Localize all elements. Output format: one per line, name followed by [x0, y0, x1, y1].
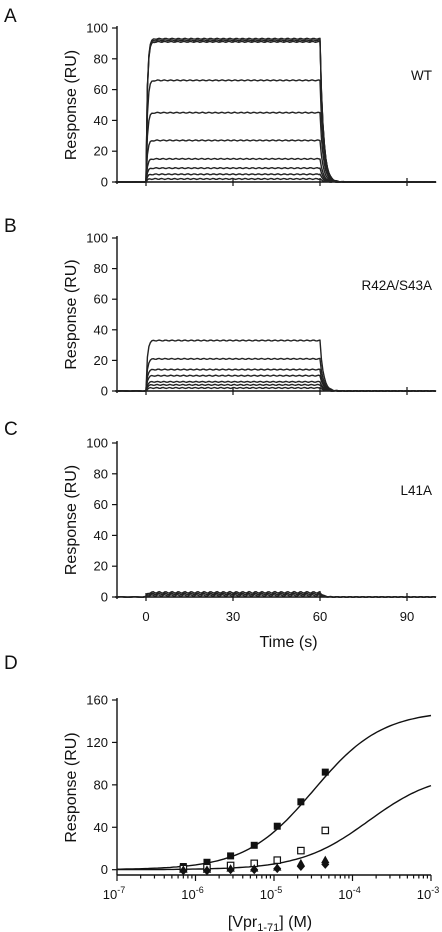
- sensorgram-trace: [117, 112, 436, 182]
- y-tick-label: 60: [93, 82, 108, 98]
- y-tick-label: 60: [93, 291, 108, 307]
- data-point-open-square: [298, 847, 304, 853]
- x-tick-label: $10^{-6}$: [181, 885, 204, 902]
- y-tick-label: 40: [93, 527, 108, 543]
- y-tick-label: 120: [86, 734, 108, 750]
- y-tick-label: 100: [86, 230, 108, 246]
- fit-curve: [117, 716, 431, 870]
- y-tick-label: 80: [93, 51, 108, 67]
- sensorgram-trace: [117, 140, 436, 182]
- x-tick-label: $10^{-4}$: [338, 885, 361, 902]
- panel-letter: C: [4, 419, 18, 440]
- y-tick-label: 0: [100, 589, 108, 605]
- x-tick-label: $10^{-7}$: [102, 885, 126, 902]
- y-tick-label: 160: [86, 692, 108, 708]
- data-point-filled-square: [251, 842, 258, 849]
- y-tick-label: 40: [93, 112, 108, 128]
- panel-letter: D: [4, 653, 18, 674]
- x-tick-label: 0: [142, 609, 150, 624]
- data-point-open-square: [322, 827, 328, 833]
- panel-a-sensorgram: [4, 6, 436, 190]
- y-tick-label: 80: [93, 261, 108, 277]
- x-tick-label: $10^{-5}$: [259, 885, 283, 902]
- y-tick-label: 100: [86, 20, 108, 36]
- y-tick-label: 100: [86, 435, 108, 451]
- x-tick-label: 90: [399, 609, 415, 624]
- sample-label: WT: [411, 68, 432, 83]
- y-tick-label: 0: [100, 174, 108, 190]
- data-point-filled-diamond: [297, 862, 305, 871]
- data-point-filled-square: [227, 852, 234, 859]
- data-point-filled-square: [322, 769, 329, 776]
- y-tick-label: 40: [93, 819, 108, 835]
- panel-d-binding-curve: [4, 653, 439, 932]
- sensorgram-trace: [117, 40, 436, 182]
- x-axis-title: [Vpr$_{1-71}$] (M): [227, 914, 313, 932]
- panel-letter: B: [4, 216, 17, 237]
- y-tick-label: 60: [93, 497, 108, 513]
- x-tick-label: $10^{-3}$: [416, 885, 440, 902]
- y-axis-title: Response (RU): [63, 259, 80, 370]
- x-axis-title: Time (s): [259, 634, 318, 651]
- y-axis-title: Response (RU): [63, 732, 80, 843]
- panel-letter: A: [4, 6, 17, 27]
- y-tick-label: 0: [100, 862, 108, 878]
- y-tick-label: 20: [93, 143, 108, 159]
- x-tick-label: 60: [312, 609, 328, 624]
- y-axis-title: Response (RU): [63, 464, 80, 576]
- y-tick-label: 80: [93, 777, 108, 793]
- y-tick-label: 20: [93, 352, 108, 368]
- data-point-filled-diamond: [273, 864, 281, 873]
- y-tick-label: 0: [100, 383, 108, 399]
- sample-label: L41A: [400, 483, 432, 498]
- sample-label: R42A/S43A: [361, 278, 432, 293]
- data-point-filled-square: [274, 823, 281, 830]
- sensorgram-trace: [117, 340, 436, 391]
- sensorgram-trace: [117, 80, 436, 182]
- y-axis-title: Response (RU): [63, 49, 80, 161]
- sensorgram-trace: [117, 381, 436, 391]
- y-tick-label: 20: [93, 558, 108, 574]
- panel-b-sensorgram: [4, 216, 436, 399]
- x-tick-label: 30: [225, 609, 241, 624]
- y-tick-label: 80: [93, 466, 108, 482]
- panel-c-sensorgram: [4, 419, 436, 651]
- data-point-open-square: [274, 857, 280, 863]
- data-point-filled-square: [297, 798, 304, 805]
- sensorgram-trace: [117, 38, 436, 182]
- y-tick-label: 40: [93, 322, 108, 338]
